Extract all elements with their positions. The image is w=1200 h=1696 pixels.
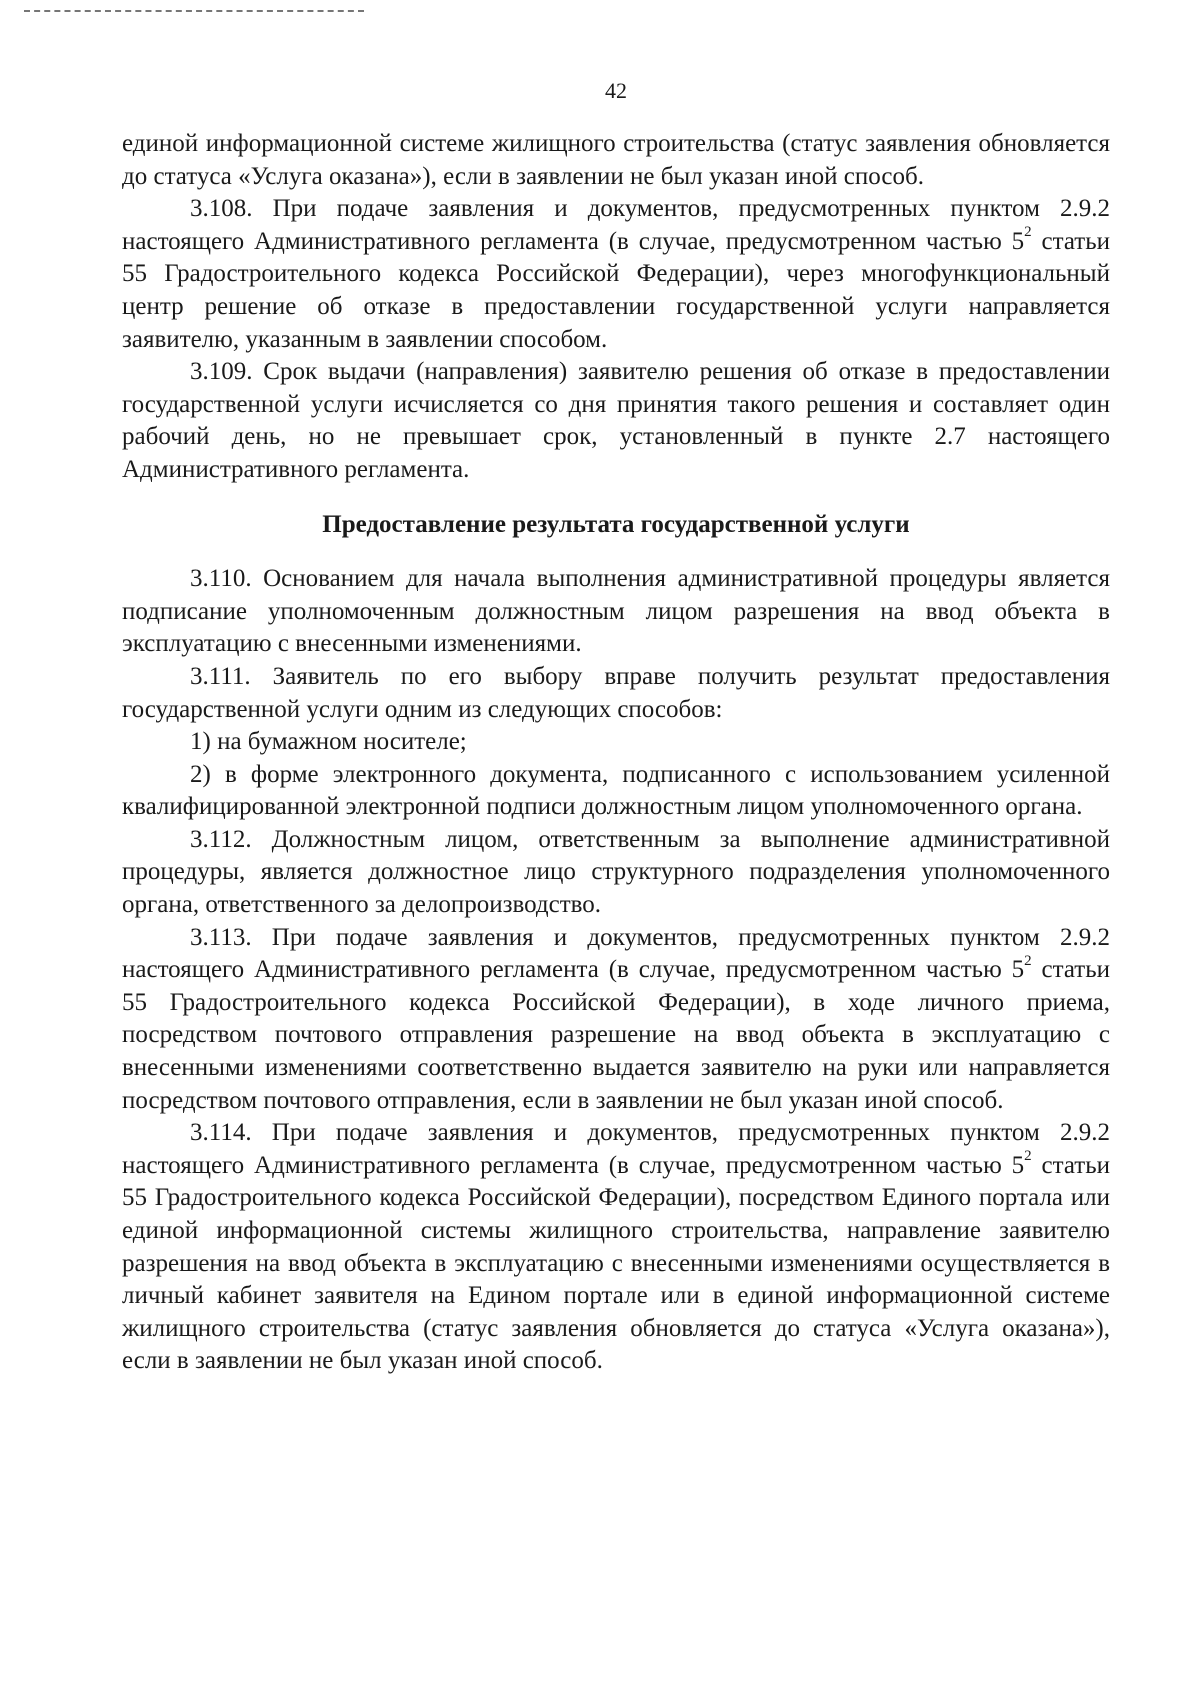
document-body <box>122 128 1110 1378</box>
paragraph-3-108: 3.108. При подаче заявления и документов, предусмотренных пунктом 2.9.2 настоящего Административного регламента (в случае, предусмотренном частью $5^2$ статьи 55 Градостроительного кодекса Российской Федерации), через многофункциональный центр решение об отказе в предоставлении государственной услуги направляется заявителю, указанным в заявлении способом. <box>122 195 1111 353</box>
paragraph-3-114: 3.114. При подаче заявления и документов, предусмотренных пунктом 2.9.2 настоящего Административного регламента (в случае, предусмотренном частью $5^2$ статьи 55 Градостроительного кодекса Российской Федерации), посредством Единого портала или единой информационной системы жилищного строительства, направление заявителю разрешения на ввод объекта в эксплуатацию с внесенными изменениями осуществляется в личный кабинет заявителя на Едином портале или в единой информационной системе жилищного строительства (статус заявления обновляется до статуса «Услуга оказана»), если в заявлении не был указан иной способ. <box>122 1119 1111 1375</box>
list-item-2: 2) в форме электронного документа, подписанного с использованием усиленной квалифицированной электронной подписи должностным лицом уполномоченного органа. <box>122 760 1110 821</box>
scan-artifact-line <box>24 10 364 12</box>
section-heading: Предоставление результата государственной услуги <box>322 510 910 538</box>
list-item-1: 1) на бумажном носителе; <box>190 728 467 756</box>
paragraph-3-113: 3.113. При подаче заявления и документов, предусмотренных пунктом 2.9.2 настоящего Административного регламента (в случае, предусмотренном частью $5^2$ статьи 55 Градостроительного кодекса Российской Федерации), в ходе личного приема, посредством почтового отправления разрешение на ввод объекта в эксплуатацию с внесенными изменениями соответственно выдается заявителю на руки или направляется посредством почтового отправления, если в заявлении не был указан иной способ. <box>122 923 1111 1114</box>
paragraph-3-109: 3.109. Срок выдачи (направления) заявителю решения об отказе в предоставлении государственной услуги исчисляется со дня принятия такого решения и составляет один рабочий день, но не превышает срок, установленный в пункте 2.7 настоящего Административного регламента. <box>122 358 1110 483</box>
paragraph-3-112: 3.112. Должностным лицом, ответственным за выполнение административной процедуры, является должностное лицо структурного подразделения уполномоченного органа, ответственного за делопроизводство. <box>122 825 1110 919</box>
paragraph-continuation: единой информационной системе жилищного строительства (статус заявления обновляется до статуса «Услуга оказана»), если в заявлении не был указан иной способ. <box>122 130 1110 190</box>
page-number: 42 <box>605 78 627 103</box>
paragraph-3-111: 3.111. Заявитель по его выбору вправе получить результат предоставления государственной услуги одним из следующих способов: <box>122 662 1110 723</box>
paragraph-3-110: 3.110. Основанием для начала выполнения административной процедуры является подписание уполномоченным должностным лицом разрешения на ввод объекта в эксплуатацию с внесенными изменениями. <box>122 565 1110 658</box>
